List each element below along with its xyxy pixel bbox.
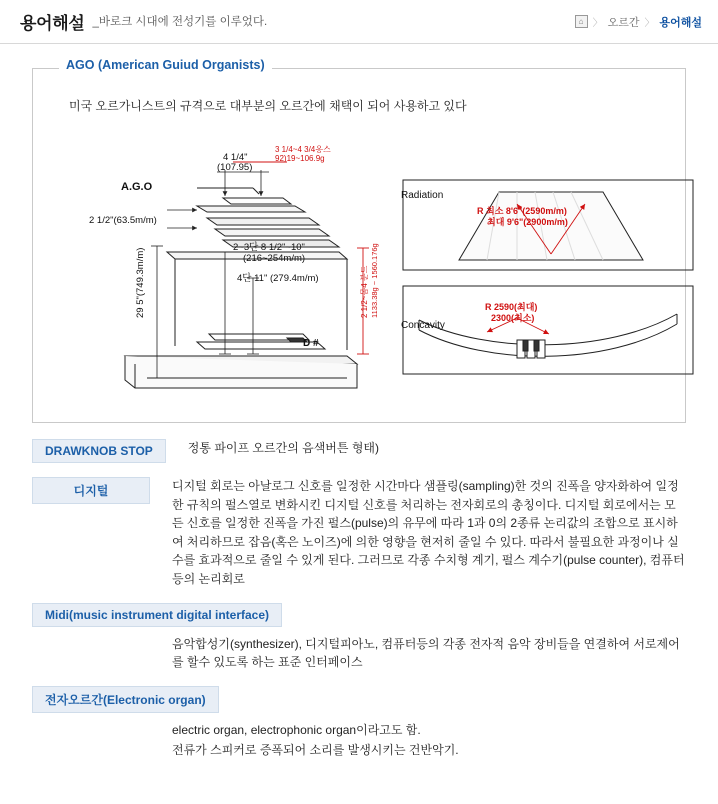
svg-text:(107.95): (107.95) <box>217 162 253 173</box>
svg-text:3 1/4~4 3/4옹스: 3 1/4~4 3/4옹스 <box>275 145 331 154</box>
home-icon[interactable]: ⌂ <box>575 15 588 28</box>
svg-text:(216~254m/m): (216~254m/m) <box>243 253 306 264</box>
ago-panel-description: 미국 오르가니스트의 규격으로 대부분의 오르간에 채택이 되어 사용하고 있다 <box>69 99 467 113</box>
svg-text:Radiation: Radiation <box>401 190 444 201</box>
svg-text:1133.38g ~ 1560.176g: 1133.38g ~ 1560.176g <box>370 243 379 318</box>
term-definition-electronic-organ <box>172 721 686 760</box>
breadcrumb-item-organ[interactable]: 오르간 <box>607 16 640 29</box>
page-subtitle: _바로크 시대에 전성기를 이루었다. <box>92 16 268 28</box>
term-definition-midi: 음악합성기(synthesizer), 디지털피아노, 컴퓨터등의 각종 전자적 음악 장비들을 연결하여 서로제어를 할수 있도록 하는 표준 인터페이스 <box>172 636 680 670</box>
glossary-entry-electronic-organ <box>32 686 686 760</box>
svg-text:92)19~106.9g: 92)19~106.9g <box>275 154 325 163</box>
term-definition-electronic-organ-line1: electric organ, electrophonic organ이라고도 함. <box>172 722 421 737</box>
glossary-term-list <box>32 439 686 760</box>
ago-panel <box>32 58 686 423</box>
svg-text:Concavity: Concavity <box>401 320 445 331</box>
svg-text:R 최소 8'6"(2590m/m): R 최소 8'6"(2590m/m) <box>477 206 567 216</box>
term-label-drawknob-stop[interactable]: DRAWKNOB STOP <box>32 439 166 463</box>
breadcrumb-separator-1: 〉 <box>592 18 603 29</box>
svg-text:R 2590(최대): R 2590(최대) <box>485 302 538 312</box>
term-label-midi[interactable]: Midi(music instrument digital interface) <box>32 603 282 627</box>
term-definition-digital: 디지털 회로는 아날로그 신호를 일정한 시간마다 샘플링(sampling)한 것의 진폭을 양자화하여 일정한 규칙의 펄스열로 변화시킨 디지털 신호를 처리하는 전자회로의 총칭이다. 디지털 회로에서는 모든 신호를 일정한 진폭을 가진 펄스(pulse)의 유무에 따라 1과 0의 2종류 논리값의 조합으로 표시하여 처리하므로 잡음(혹은 노이즈)에 의한 영향을 현저히 줄일 수 있다. 따라서 불필요한 과정이나 실수를 효과적으로 줄일 수 있게 된다. 그러므로 각종 수치형 계기, 펄스 계수기(pulse counter), 컴퓨터 등의 논리회로 <box>172 479 685 586</box>
term-definition-drawknob-stop: 정통 파이프 오르간의 음색버튼 형태) <box>187 441 380 455</box>
ago-technical-drawing <box>47 128 671 398</box>
svg-text:2 1/2"(63.5m/m): 2 1/2"(63.5m/m) <box>89 215 157 226</box>
svg-text:최대 9'6"(2900m/m): 최대 9'6"(2900m/m) <box>487 217 568 227</box>
glossary-entry-digital <box>32 477 686 589</box>
svg-text:2~3단 8 1/2"~10": 2~3단 8 1/2"~10" <box>233 242 305 253</box>
term-label-electronic-organ[interactable]: 전자오르간(Electronic organ) <box>32 686 219 713</box>
svg-text:D #: D # <box>303 338 319 349</box>
breadcrumb <box>575 14 706 30</box>
breadcrumb-separator-2: 〉 <box>644 18 655 29</box>
term-label-digital[interactable]: 디지털 <box>32 477 150 504</box>
drawing-label-ago: A.G.O <box>121 181 153 193</box>
svg-text:4단 11" (279.4m/m): 4단 11" (279.4m/m) <box>237 273 319 284</box>
svg-text:29 5"(749.3m/m): 29 5"(749.3m/m) <box>135 247 146 318</box>
svg-text:2300(최소): 2300(최소) <box>491 313 535 323</box>
term-definition-electronic-organ-line2: 전류가 스피커로 증폭되어 소리를 발생시키는 건반악기. <box>172 743 459 758</box>
ago-panel-legend: AGO (American Guiud Organists) <box>59 58 272 72</box>
svg-text:2 1/2~몸4 분드: 2 1/2~몸4 분드 <box>360 265 369 318</box>
breadcrumb-item-glossary[interactable]: 용어해설 <box>659 16 702 29</box>
content-area <box>0 44 718 760</box>
svg-text:4 1/4": 4 1/4" <box>223 152 248 163</box>
page-header <box>0 0 718 44</box>
glossary-entry-drawknob-stop <box>32 439 686 463</box>
page-title: 용어해설 <box>20 14 85 33</box>
glossary-entry-midi <box>32 603 686 672</box>
